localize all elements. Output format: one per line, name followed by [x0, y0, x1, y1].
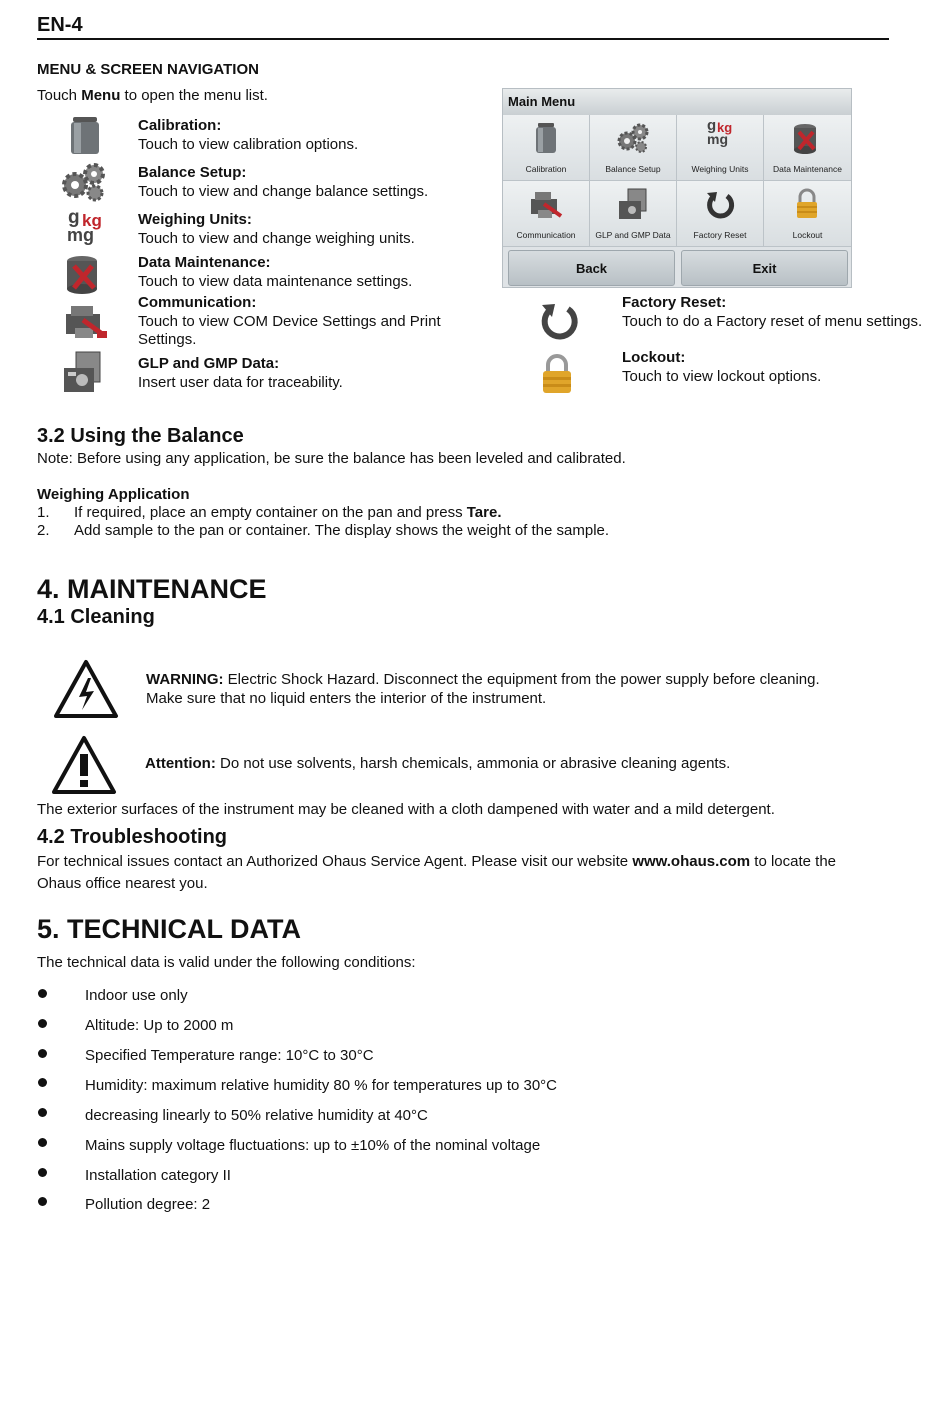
item-title: Calibration:: [138, 117, 222, 134]
item-desc: Insert user data for traceability.: [138, 373, 343, 391]
factory-reset-icon: [703, 187, 737, 221]
bullet-dot: [38, 1078, 47, 1087]
glp-gmp-icon: [616, 187, 650, 221]
main-menu-screenshot: [502, 88, 852, 288]
attention-label: Attention:: [145, 755, 216, 772]
tile-weighing-units[interactable]: [677, 115, 764, 181]
item-desc: Touch to do a Factory reset of menu settings.: [622, 312, 923, 330]
step-text: If required, place an empty container on the pan and press: [74, 504, 467, 521]
bullet-dot: [38, 1019, 47, 1028]
page-label: EN-4: [37, 14, 83, 36]
attention-text: [145, 755, 730, 774]
data-maintenance-icon: [790, 121, 824, 155]
electric-shock-warning-icon: [52, 658, 120, 720]
warning-text: [146, 671, 820, 708]
units-g: g: [707, 117, 717, 134]
tile-factory-reset[interactable]: [677, 181, 764, 247]
item-title: Weighing Units:: [138, 211, 252, 228]
menu-item-communication: [138, 294, 478, 350]
intro-suffix: to open the menu list.: [120, 87, 268, 104]
exit-button[interactable]: Exit: [681, 250, 848, 286]
communication-icon: [529, 187, 563, 221]
tech-bullet: Indoor use only: [85, 987, 188, 1004]
tech-bullet: Specified Temperature range: 10°C to 30°C: [85, 1047, 374, 1064]
tile-label: GLP and GMP Data: [595, 230, 671, 240]
item-title: Factory Reset:: [622, 294, 727, 311]
weighing-application-heading: Weighing Application: [37, 486, 190, 503]
step-2: [37, 522, 50, 540]
bullet-dot: [38, 1108, 47, 1117]
tile-glp-gmp[interactable]: [590, 181, 677, 247]
menu-item-balance-setup: [138, 164, 428, 201]
intro-menu-word: Menu: [81, 87, 121, 104]
item-title: Communication:: [138, 294, 257, 311]
exterior-cleaning-text: The exterior surfaces of the instrument may be cleaned with a cloth dampened with water and a mild detergent.: [37, 801, 775, 818]
main-menu-title: Main Menu: [503, 89, 851, 115]
tech-bullet: Mains supply voltage fluctuations: up to ±10% of the nominal voltage: [85, 1137, 541, 1154]
bullet-dot: [38, 1197, 47, 1206]
data-maintenance-icon: [62, 252, 108, 296]
step-1: [37, 504, 50, 522]
menu-item-lockout: [622, 349, 821, 386]
warning-body: Electric Shock Hazard. Disconnect the equipment from the power supply before cleaning.: [223, 671, 820, 688]
tile-label: Calibration: [525, 164, 567, 174]
using-balance-note: Note: Before using any application, be sure the balance has been leveled and calibrated.: [37, 450, 626, 467]
weighing-units-icon: [705, 119, 739, 153]
item-desc: Touch to view COM Device Settings and Print Settings.: [138, 312, 441, 348]
troubleshooting-heading: 4.2 Troubleshooting: [37, 826, 228, 848]
item-desc: Touch to view data maintenance settings.: [138, 272, 413, 290]
menu-item-weighing-units: [138, 211, 415, 248]
weighing-units-icon: [64, 209, 110, 253]
menu-item-data-maintenance: [138, 254, 412, 291]
section-heading-menu: MENU & SCREEN NAVIGATION: [37, 61, 259, 78]
communication-icon: [63, 298, 109, 342]
units-mg: mg: [67, 225, 94, 245]
item-title: GLP and GMP Data:: [138, 355, 280, 372]
troubleshooting-suffix: to locate the: [750, 853, 837, 870]
intro-prefix: Touch: [37, 87, 82, 104]
tech-bullet: Pollution degree: 2: [85, 1196, 211, 1213]
menu-item-glp-gmp: [138, 355, 343, 392]
calibration-weight-icon: [529, 121, 563, 155]
tech-bullet: Installation category II: [85, 1167, 231, 1184]
maintenance-heading: 4. MAINTENANCE: [37, 574, 267, 604]
item-desc: Touch to view lockout options.: [622, 367, 822, 385]
back-button[interactable]: Back: [508, 250, 675, 286]
factory-reset-icon: [536, 298, 582, 342]
item-title: Lockout:: [622, 349, 686, 366]
item-desc: Touch to view calibration options.: [138, 135, 359, 153]
item-desc: Touch to view and change balance settings.: [138, 182, 429, 200]
gears-icon: [61, 159, 107, 203]
bullet-dot: [38, 1049, 47, 1058]
step-number: 1.: [37, 504, 50, 521]
tile-label: Weighing Units: [691, 164, 749, 174]
step-1-text: [74, 504, 502, 522]
tile-label: Factory Reset: [693, 230, 747, 240]
menu-item-factory-reset: [622, 294, 922, 331]
units-kg: kg: [717, 120, 733, 135]
troubleshooting-text: [37, 851, 836, 895]
technical-data-heading: 5. TECHNICAL DATA: [37, 914, 302, 944]
warning-label: WARNING:: [146, 671, 224, 688]
tile-label: Communication: [516, 230, 576, 240]
step-number: 2.: [37, 522, 50, 539]
tile-communication[interactable]: [503, 181, 590, 247]
item-desc: Touch to view and change weighing units.: [138, 229, 415, 247]
tech-bullet: Altitude: Up to 2000 m: [85, 1017, 234, 1034]
troubleshooting-body-2: Ohaus office nearest you.: [37, 875, 208, 892]
website-link[interactable]: www.ohaus.com: [632, 853, 751, 870]
units-g: g: [68, 207, 80, 228]
tile-data-maintenance[interactable]: [764, 115, 851, 181]
bullet-dot: [38, 1138, 47, 1147]
tile-calibration[interactable]: [503, 115, 590, 181]
units-kg: kg: [82, 211, 102, 230]
technical-intro: The technical data is valid under the following conditions:: [37, 954, 416, 971]
menu-intro: [37, 87, 268, 105]
tile-label: Lockout: [792, 230, 823, 240]
lock-icon: [790, 187, 824, 221]
lock-icon: [535, 352, 581, 396]
using-balance-heading: 3.2 Using the Balance: [37, 425, 244, 447]
tile-balance-setup[interactable]: [590, 115, 677, 181]
warning-body-2: Make sure that no liquid enters the interior of the instrument.: [146, 689, 547, 707]
glp-gmp-icon: [60, 350, 106, 394]
header-rule: [37, 38, 889, 40]
units-mg: mg: [707, 131, 728, 147]
bullet-dot: [38, 1168, 47, 1177]
bullet-dot: [38, 989, 47, 998]
tile-lockout[interactable]: [764, 181, 851, 247]
tile-label: Balance Setup: [605, 164, 661, 174]
item-title: Data Maintenance:: [138, 254, 271, 271]
tech-bullet: decreasing linearly to 50% relative humidity at 40°C: [85, 1107, 428, 1124]
menu-item-calibration: [138, 117, 358, 154]
calibration-weight-icon: [62, 113, 108, 157]
attention-warning-icon: [50, 734, 118, 796]
tare-word: Tare.: [466, 504, 502, 521]
tile-label: Data Maintenance: [773, 164, 842, 174]
attention-body: Do not use solvents, harsh chemicals, ammonia or abrasive cleaning agents.: [215, 755, 731, 772]
step-2-text: Add sample to the pan or container. The display shows the weight of the sample.: [74, 522, 610, 539]
cleaning-heading: 4.1 Cleaning: [37, 606, 155, 628]
item-title: Balance Setup:: [138, 164, 247, 181]
tech-bullet: Humidity: maximum relative humidity 80 % for temperatures up to 30°C: [85, 1077, 558, 1094]
troubleshooting-body: For technical issues contact an Authorized Ohaus Service Agent. Please visit our website: [37, 853, 633, 870]
gears-icon: [616, 121, 650, 155]
